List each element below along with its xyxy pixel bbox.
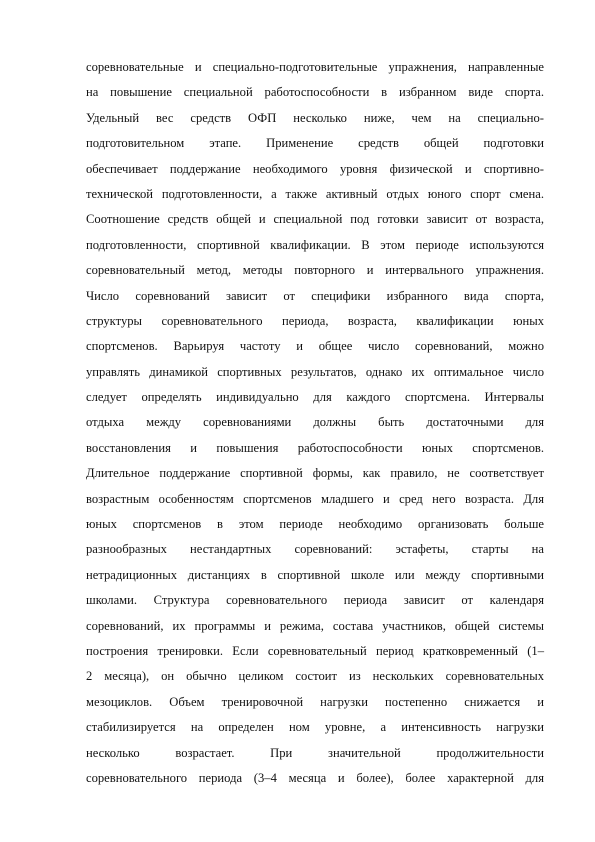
text-line: технической подготовленности, а также активный отдых юного спорт смена. [86, 186, 544, 201]
text-line: следует определять индивидуально для каждого спортсмена. Интервалы [86, 390, 544, 405]
text-line: соревновательные и специально-подготовительные упражнения, направленные [86, 60, 544, 74]
text-line: Число соревнований зависит от специфики избранного вида спорта, [86, 288, 544, 303]
text-line: управлять динамикой спортивных результатов, однако их оптимальное число [86, 364, 544, 379]
text-line: Длительное поддержание спортивной формы, как правило, не соответствует [86, 466, 544, 481]
text-line: соревнований, их программы и режима, состава участников, общей системы [86, 618, 544, 633]
text-line: подготовленности, спортивной квалификации. В этом периоде используются [86, 237, 544, 252]
text-line: построения тренировки. Если соревновательный период кратковременный (1– [86, 643, 544, 658]
text-line: стабилизируется на определен ном уровне, а интенсивность нагрузки [86, 720, 544, 735]
text-line: нетрадиционных дистанциях в спортивной школе или между спортивными [86, 567, 544, 582]
text-line: мезоциклов. Объем тренировочной нагрузки постепенно снижается и [86, 694, 544, 709]
text-line: соревновательного периода (3–4 месяца и более), более характерной для [86, 770, 544, 785]
text-line: возрастным особенностям спортсменов младшего и сред него возраста. Для [86, 491, 544, 506]
text-line: восстановления и повышения работоспособности юных спортсменов. [86, 440, 544, 455]
text-line: разнообразных нестандартных соревнований: эстафеты, старты на [86, 542, 544, 557]
text-line: обеспечивает поддержание необходимого уровня физической и спортивно- [86, 161, 544, 176]
text-line: соревновательный метод, методы повторного и интервального упражнения. [86, 263, 544, 278]
text-line: структуры соревновательного периода, возраста, квалификации юных [86, 313, 544, 328]
body-text [86, 55, 544, 791]
text-line: спортсменов. Варьируя частоту и общее число соревнований, можно [86, 339, 544, 354]
text-line: несколько возрастает. При значительной продолжительности [86, 745, 544, 760]
text-line: на повышение специальной работоспособности в избранном виде спорта. [86, 85, 544, 100]
text-line: юных спортсменов в этом периоде необходимо организовать больше [86, 517, 544, 532]
text-line: школами. Структура соревновательного периода зависит от календаря [86, 593, 544, 608]
text-line: отдыха между соревнованиями должны быть достаточными для [86, 415, 544, 430]
text-line: Удельный вес средств ОФП несколько ниже, чем на специально- [86, 110, 544, 125]
text-line: Соотношение средств общей и специальной под готовки зависит от возраста, [86, 212, 544, 227]
text-line: подготовительном этапе. Применение средств общей подготовки [86, 136, 544, 151]
text-line: 2 месяца), он обычно целиком состоит из нескольких соревновательных [86, 669, 544, 684]
